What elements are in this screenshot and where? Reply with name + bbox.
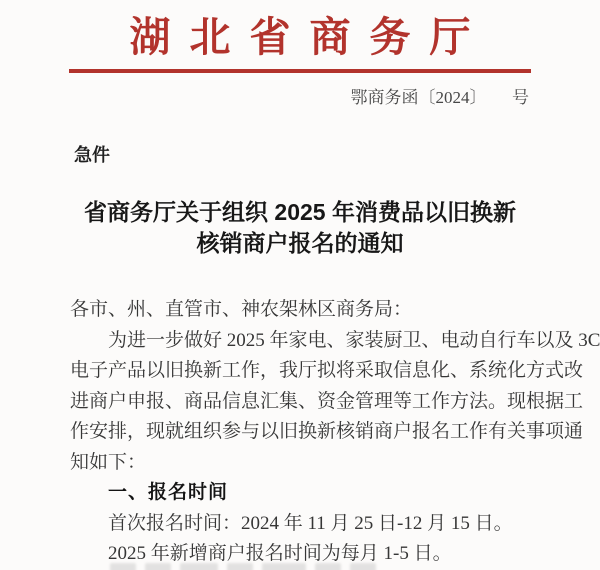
section-1-line: 首次报名时间：2024 年 11 月 25 日-12 月 15 日。 xyxy=(108,512,513,534)
notice-title-line-1: 省商务厅关于组织 2025 年消费品以旧换新 xyxy=(84,199,516,225)
paragraph-line: 为进一步做好 2025 年家电、家装厨卫、电动自行车以及 3C xyxy=(108,329,600,351)
salutation-line: 各市、州、直管市、神农架林区商务局： xyxy=(70,299,413,320)
notice-title-line-2: 核销商户报名的通知 xyxy=(196,230,404,256)
section-1-heading: 一、报名时间 xyxy=(108,482,229,503)
paragraph-line: 作安排，现就组织参与以旧换新核销商户报名工作有关事项通 xyxy=(70,421,584,442)
paragraph-line: 电子产品以旧换新工作，我厅拟将采取信息化、系统化方式改 xyxy=(70,360,584,381)
urgency-label: 急件 xyxy=(74,145,110,165)
agency-name-header: 湖北省商务厅 xyxy=(129,14,490,60)
document-reference-number: 鄂商务函〔2024〕 号 xyxy=(350,88,529,107)
paragraph-line: 进商户申报、商品信息汇集、资金管理等工作方法。现根据工 xyxy=(70,390,584,412)
section-1-line: 2025 年新增商户报名时间为每月 1-5 日。 xyxy=(108,543,452,564)
cutoff-next-line-fragment xyxy=(110,563,376,570)
paragraph-line: 知如下： xyxy=(70,451,147,473)
notice-title xyxy=(0,197,600,259)
notice-body xyxy=(70,295,600,570)
red-double-rule xyxy=(69,69,531,73)
